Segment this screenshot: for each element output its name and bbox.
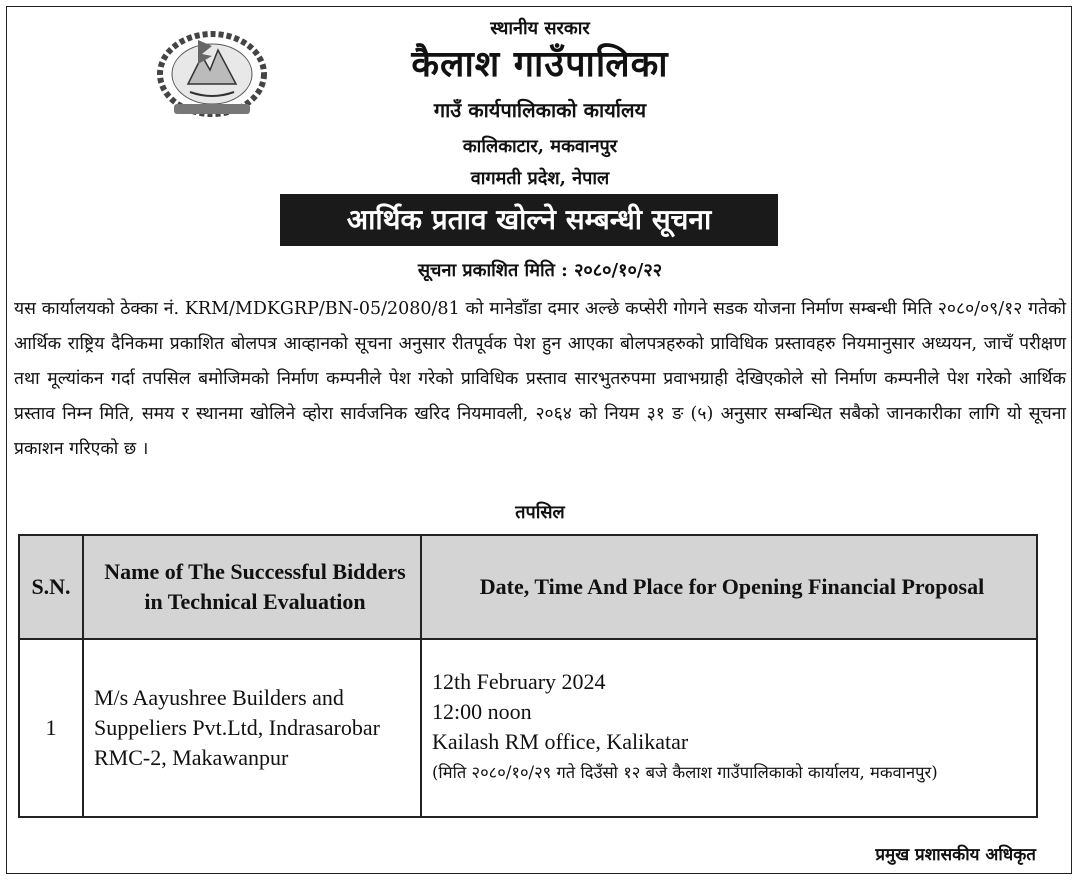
header-bidder-name: Name of The Successful Bidders in Technical Evaluation [83, 535, 421, 639]
row-bidder-name: M/s Aayushree Builders and Suppeliers Pvt.Ltd, Indrasarobar RMC-2, Makawanpur [83, 639, 421, 817]
header-date-time-place: Date, Time And Place for Opening Financial Proposal [421, 535, 1037, 639]
table-header-row [19, 535, 1037, 639]
local-government-label: स्थानीय सरकार [490, 18, 590, 39]
opening-place: Kailash RM office, Kalikatar [432, 729, 689, 754]
signatory-title: प्रमुख प्रशासकीय अधिकृत [875, 845, 1036, 865]
bidders-table [18, 534, 1038, 818]
header-sn: S.N. [19, 535, 83, 639]
opening-nepali-note: (मिति २०८०/१०/२९ गते दिउँसो १२ बजे कैलाश गाउँपालिकाको कार्यालय, मकवानपुर) [432, 763, 938, 782]
office-address: कालिकाटार, मकवानपुर [462, 136, 618, 157]
office-name: गाउँ कार्यपालिकाको कार्यालय [433, 98, 647, 122]
municipality-name: कैलाश गाउँपालिका [411, 43, 669, 85]
notice-body: यस कार्यालयको ठेक्का नं. KRM/MDKGRP/BN-05/2080/81 को मानेडाँडा दमार अल्छे कप्सेरी गोगने सडक योजना निर्माण सम्बन्धी मिति २०८०/०९/१२ गतेको आर्थिक राष्ट्रिय दैनिकमा प्रकाशित बोलपत्र आव्हानको सूचना अनुसार रीतपूर्वक पेश हुन आएका बोलपत्रहरुको प्राविधिक प्रस्तावहरु नियमानुसार अध्ययन, जाचँ परीक्षण तथा मूल्यांकन गर्दा तपसिल बमोजिमको निर्माण कम्पनीले पेश गरेको प्राविधिक प्रस्ताव सारभुतरुपमा प्रवाभग्राही देखिएकोले सो निर्माण कम्पनीले पेश गरेको आर्थिक प्रस्ताव निम्न मिति, समय र स्थानमा खोलिने व्होरा सार्वजनिक खरिद नियमावली, २०६४ को नियम ३१ ङ (५) अनुसार सम्बन्धित सबैको जानकारीका लागि यो सूचना प्रकाशन गरिएको छ । [14, 299, 1066, 459]
notice-title: आर्थिक प्रताव खोल्ने सम्बन्धी सूचना [280, 194, 778, 246]
row-sn: 1 [19, 639, 83, 817]
published-date: सूचना प्रकाशित मिति : २०८०/१०/२२ [417, 260, 663, 281]
tapasil-heading: तपसिल [515, 502, 565, 523]
opening-date: 12th February 2024 [432, 669, 606, 694]
opening-time: 12:00 noon [432, 699, 532, 724]
row-date-time-place [421, 639, 1037, 817]
table-row [19, 639, 1037, 817]
province-label: वागमती प्रदेश, नेपाल [470, 168, 610, 189]
